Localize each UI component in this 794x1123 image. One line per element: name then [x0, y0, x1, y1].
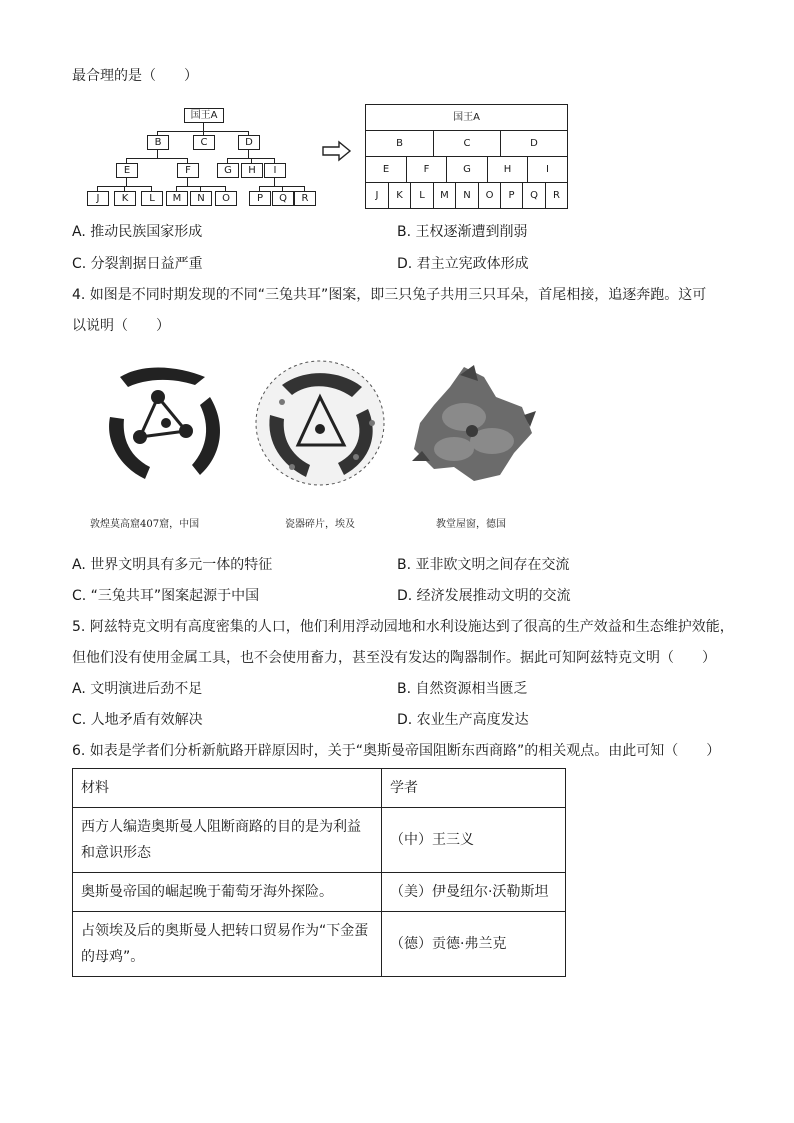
- tree-node: D: [238, 135, 260, 150]
- option-b: B. 王权逐渐遭到削弱: [397, 224, 528, 240]
- tree-node: J: [87, 191, 109, 206]
- tree-node: P: [249, 191, 271, 206]
- table-row: [73, 873, 566, 912]
- question-stem-cont: 以说明（ ）: [72, 318, 170, 334]
- tree-node: N: [190, 191, 212, 206]
- grid-cell: M: [433, 183, 455, 209]
- table-cell: 西方人编造奥斯曼人阻断商路的目的是为利益和意识形态: [73, 808, 382, 873]
- question-stem: 最合理的是（ ）: [72, 68, 198, 84]
- option-b: B. 亚非欧文明之间存在交流: [397, 557, 570, 573]
- grid-cell: O: [478, 183, 500, 209]
- table-cell: （美）伊曼纽尔·沃勒斯坦: [382, 873, 566, 912]
- grid-cell: P: [500, 183, 522, 209]
- option-c: C. 人地矛盾有效解决: [72, 712, 203, 728]
- question-stem: 6. 如表是学者们分析新航路开辟原因时，关于“奥斯曼帝国阻断东西商路”的相关观点。由此可知（ ）: [72, 743, 721, 759]
- table-header-row: [73, 769, 566, 808]
- grid-cell: N: [455, 183, 478, 209]
- grid-cell: I: [527, 157, 567, 183]
- grid-cell: 国王A: [453, 112, 480, 123]
- tree-node: I: [264, 163, 286, 178]
- tree-node: O: [215, 191, 237, 206]
- three-hares-image-germany: [404, 357, 540, 489]
- image-caption: 敦煌莫高窟407窟，中国: [90, 519, 200, 530]
- table-cell: （中）王三义: [382, 808, 566, 873]
- image-caption: 瓷器碎片，埃及: [285, 519, 355, 530]
- option-b: B. 自然资源相当匮乏: [397, 681, 528, 697]
- grid-cell: L: [410, 183, 433, 209]
- right-arrow-icon: [322, 140, 352, 162]
- option-c: C. 分裂割据日益严重: [72, 256, 203, 272]
- grid-cell: R: [545, 183, 567, 209]
- tree-node: R: [294, 191, 316, 206]
- option-a: A. 世界文明具有多元一体的特征: [72, 557, 273, 573]
- grid-cell: J: [375, 190, 379, 201]
- tree-node: M: [166, 191, 188, 206]
- table-cell: 奥斯曼帝国的崛起晚于葡萄牙海外探险。: [73, 873, 382, 912]
- option-d: D. 经济发展推动文明的交流: [397, 588, 571, 604]
- three-hares-image-egypt: [252, 357, 388, 489]
- tree-node: F: [177, 163, 199, 178]
- grid-cell: D: [500, 131, 567, 157]
- question-stem-cont: 但他们没有使用金属工具，也不会使用畜力，甚至没有发达的陶器制作。据此可知阿兹特克文明（ ）: [72, 650, 716, 666]
- question-stem: 4. 如图是不同时期发现的不同“三兔共耳”图案，即三只兔子共用三只耳朵，首尾相接，追逐奔跑。这可: [72, 287, 707, 303]
- tree-node: C: [193, 135, 215, 150]
- option-a: A. 文明演进后劲不足: [72, 681, 203, 697]
- tree-node: L: [141, 191, 163, 206]
- three-hares-image-dunhuang: [100, 357, 232, 489]
- grid-cell: E: [382, 164, 390, 175]
- table-cell: （德）贡德·弗兰克: [382, 912, 566, 977]
- option-a: A. 推动民族国家形成: [72, 224, 203, 240]
- hierarchy-grid-diagram: [365, 104, 568, 209]
- grid-cell: K: [388, 183, 410, 209]
- table-cell: 占领埃及后的奥斯曼人把转口贸易作为“下金蛋的母鸡”。: [73, 912, 382, 977]
- image-caption: 教堂屋窗，德国: [436, 519, 506, 530]
- table-row: [73, 808, 566, 873]
- grid-cell: Q: [522, 183, 545, 209]
- table-header: 材料: [73, 769, 382, 808]
- option-d: D. 农业生产高度发达: [397, 712, 529, 728]
- tree-node: B: [147, 135, 169, 150]
- tree-node: G: [217, 163, 239, 178]
- option-c: C. “三兔共耳”图案起源于中国: [72, 588, 260, 604]
- grid-cell: B: [396, 138, 403, 149]
- tree-node: K: [114, 191, 136, 206]
- grid-cell: F: [406, 157, 446, 183]
- option-d: D. 君主立宪政体形成: [397, 256, 529, 272]
- tree-node-root: 国王A: [184, 108, 224, 123]
- scholar-views-table: [72, 768, 566, 977]
- grid-cell: H: [487, 157, 527, 183]
- grid-cell: C: [433, 131, 500, 157]
- tree-node: H: [241, 163, 263, 178]
- tree-node: Q: [272, 191, 294, 206]
- table-row: [73, 912, 566, 977]
- tree-node: E: [116, 163, 138, 178]
- grid-cell: G: [446, 157, 487, 183]
- question-stem: 5. 阿兹特克文明有高度密集的人口，他们利用浮动园地和水利设施达到了很高的生产效益和生态维护效能，: [72, 619, 734, 635]
- table-header: 学者: [382, 769, 566, 808]
